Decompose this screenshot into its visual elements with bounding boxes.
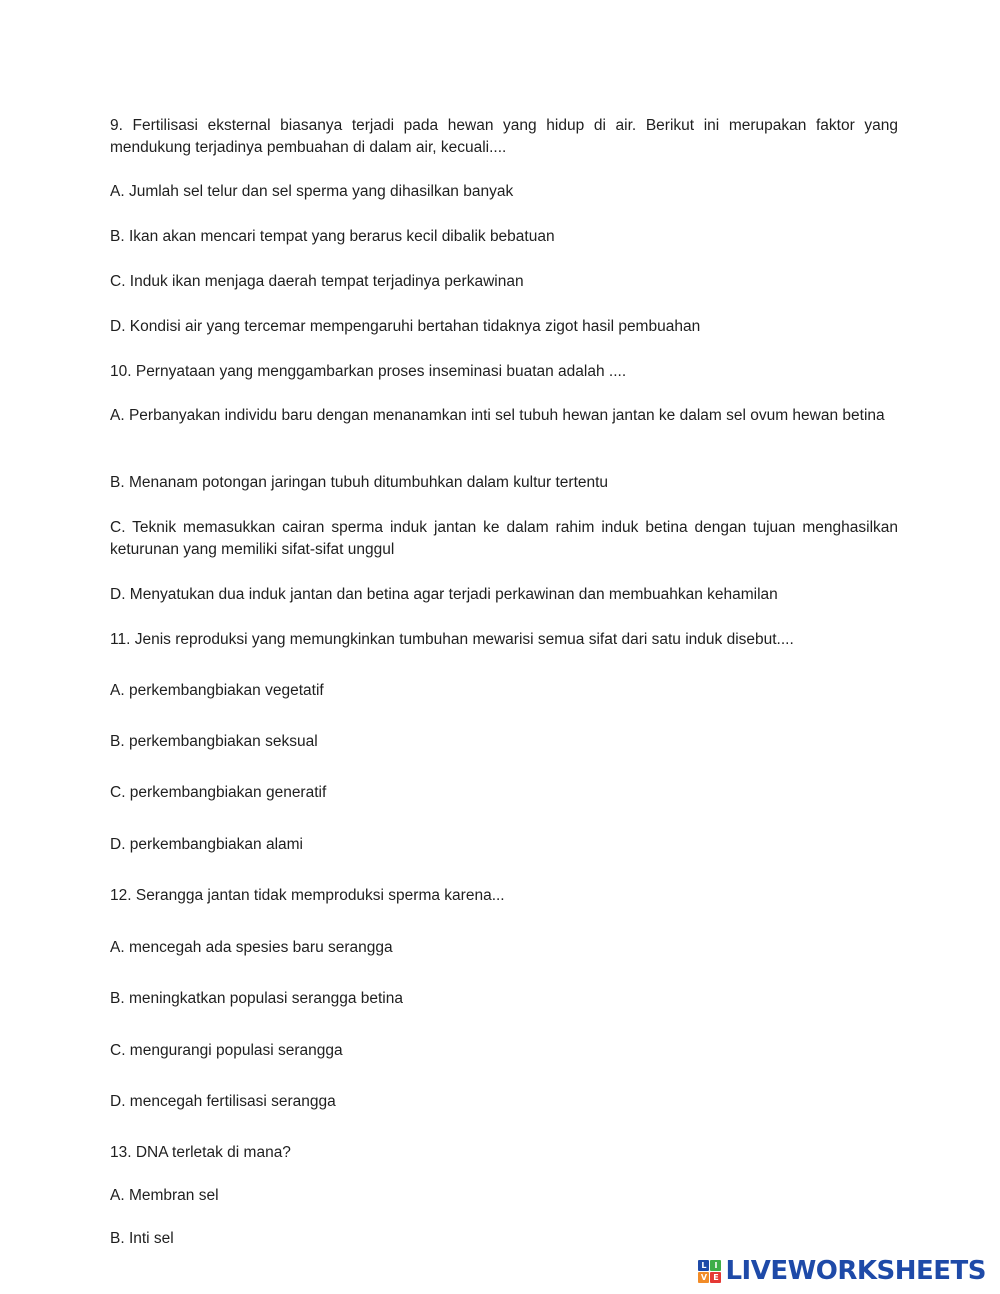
question-9-option-b: B. Ikan akan mencari tempat yang berarus kecil dibalik bebatuan	[110, 228, 555, 245]
question-9-option-a: A. Jumlah sel telur dan sel sperma yang dihasilkan banyak	[110, 183, 514, 200]
liveworksheets-logo	[698, 1256, 986, 1286]
question-10-option-a: A. Perbanyakan individu baru dengan menanamkan inti sel tubuh hewan jantan ke dalam sel ovum hewan betina	[110, 407, 885, 424]
question-10-option-c: C. Teknik memasukkan cairan sperma induk jantan ke dalam rahim induk betina dengan tujuan menghasilkan keturunan yang memiliki sifat-sifat unggul	[110, 519, 898, 558]
question-12-option-a: A. mencegah ada spesies baru serangga	[110, 939, 393, 956]
liveworksheets-logo-icon	[698, 1260, 721, 1283]
question-10-text: 10. Pernyataan yang menggambarkan proses inseminasi buatan adalah ....	[110, 363, 627, 380]
question-13-option-b: B. Inti sel	[110, 1230, 174, 1247]
question-10-option-b: B. Menanam potongan jaringan tubuh ditumbuhkan dalam kultur tertentu	[110, 474, 609, 491]
question-12-text: 12. Serangga jantan tidak memproduksi sperma karena...	[110, 887, 505, 904]
question-9-option-d: D. Kondisi air yang tercemar mempengaruhi bertahan tidaknya zigot hasil pembuahan	[110, 318, 701, 335]
question-11-option-b: B. perkembangbiakan seksual	[110, 733, 318, 750]
liveworksheets-logo-text: LIVEWORKSHEETS	[725, 1256, 986, 1286]
question-13-text: 13. DNA terletak di mana?	[110, 1144, 291, 1161]
logo-tile-e: E	[710, 1272, 721, 1283]
question-11-option-d: D. perkembangbiakan alami	[110, 836, 303, 853]
question-11-option-a: A. perkembangbiakan vegetatif	[110, 682, 324, 699]
question-10-option-d: D. Menyatukan dua induk jantan dan betina agar terjadi perkawinan dan membuahkan kehamilan	[110, 586, 778, 603]
logo-tile-v: V	[698, 1272, 709, 1283]
logo-tile-i: I	[710, 1260, 721, 1271]
question-11-option-c: C. perkembangbiakan generatif	[110, 784, 327, 801]
question-9-text: 9. Fertilisasi eksternal biasanya terjadi pada hewan yang hidup di air. Berikut ini merupakan faktor yang mendukung terjadinya pembuahan di dalam air, kecuali....	[110, 117, 898, 156]
question-11-text: 11. Jenis reproduksi yang memungkinkan tumbuhan mewarisi semua sifat dari satu induk disebut....	[110, 631, 794, 648]
question-9-option-c: C. Induk ikan menjaga daerah tempat terjadinya perkawinan	[110, 273, 524, 290]
question-12-option-b: B. meningkatkan populasi serangga betina	[110, 990, 403, 1007]
question-12-option-c: C. mengurangi populasi serangga	[110, 1042, 343, 1059]
question-13-option-a: A. Membran sel	[110, 1187, 219, 1204]
logo-tile-l: L	[698, 1260, 709, 1271]
question-12-option-d: D. mencegah fertilisasi serangga	[110, 1093, 336, 1110]
